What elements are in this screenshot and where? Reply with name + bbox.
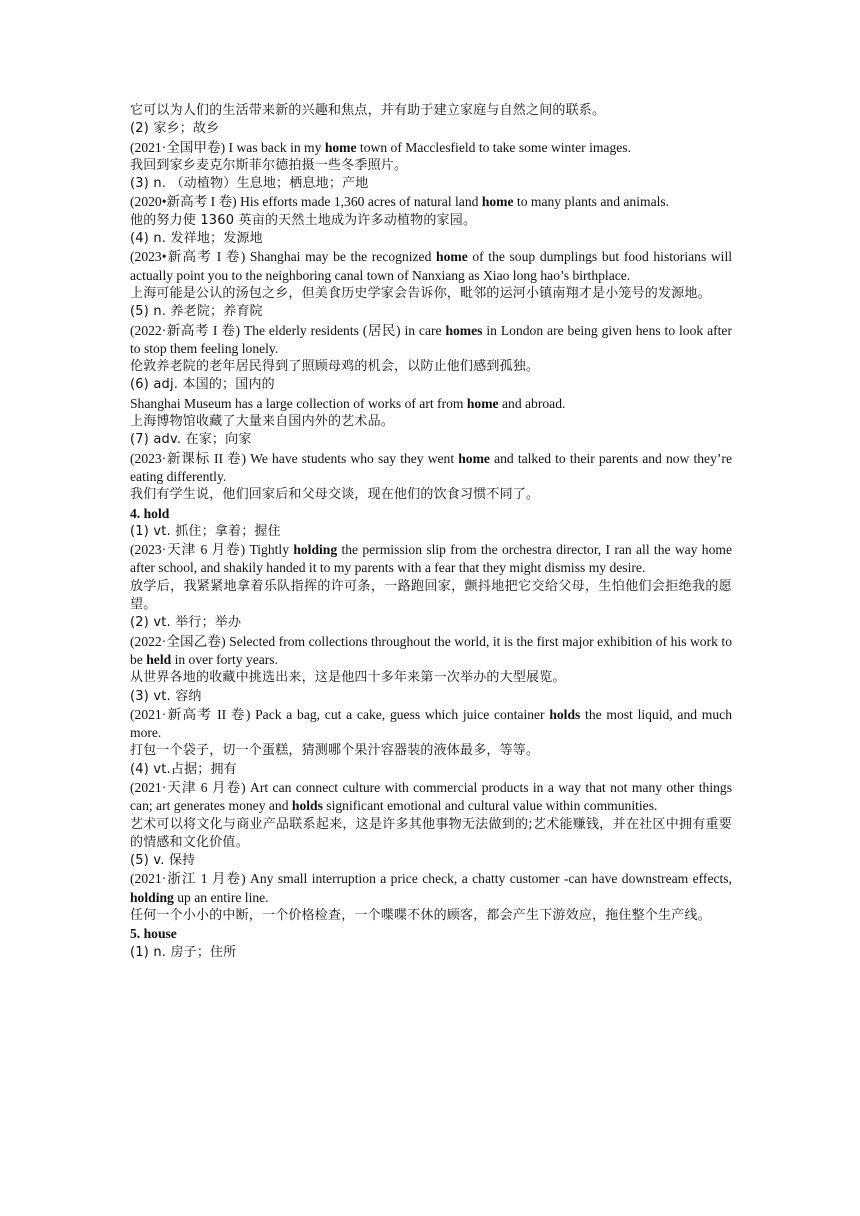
translation-line: 上海可能是公认的汤包之乡，但美食历史学家会告诉你，毗邻的运河小镇南翔才是小笼号的发源地。 [130, 285, 711, 301]
translation-line: 我回到家乡麦克尔斯菲尔德拍摄一些冬季照片。 [130, 157, 408, 173]
example-sentence: Shanghai Museum has a large collection of works of art from home and abroad. [130, 395, 566, 411]
example-sentence: (2022·全国乙卷) Selected from collections throughout the world, it is the first major exhibition of his work to be held in over forty years. [130, 633, 732, 667]
translation-line: 从世界各地的收藏中挑选出来，这是他四十多年来第一次举办的大型展览。 [130, 670, 566, 686]
sense-heading: (1) vt. 抓住；拿着；握住 [130, 523, 281, 539]
example-sentence: (2022·新高考 I 卷) The elderly residents (居民) in care homes in London are being given hens to look after to stop them feeling lonely. [130, 322, 732, 356]
translation-line: 它可以为人们的生活带来新的兴趣和焦点，并有助于建立家庭与自然之间的联系。 [130, 103, 606, 118]
entry-heading-house: 5. house [130, 926, 177, 942]
sense-heading: (7) adv. 在家；向家 [130, 432, 252, 448]
translation-line: 上海博物馆收藏了大量来自国内外的艺术品。 [130, 414, 395, 430]
example-sentence: (2023·天津 6 月卷) Tightly holding the permission slip from the orchestra director, I ran all the way home after school, and shakily handed it to my parents with a fear that they might dismiss my desire. [130, 542, 732, 576]
entry-heading-hold: 4. hold [130, 505, 170, 521]
translation-line: 伦敦养老院的老年居民得到了照顾母鸡的机会，以防止他们感到孤独。 [130, 359, 540, 375]
translation-line: 放学后，我紧紧地拿着乐队指挥的许可条，一路跑回家，颤抖地把它交给父母，生怕他们会拒绝我的愿望。 [130, 578, 732, 613]
sense-heading: (2) 家乡；故乡 [130, 121, 220, 137]
document-page [130, 102, 732, 962]
sense-heading: (5) v. 保持 [130, 853, 196, 869]
sense-heading: (4) n. 发祥地；发源地 [130, 231, 263, 247]
sense-heading: (2) vt. 举行；举办 [130, 615, 242, 631]
sense-heading: (3) vt. 容纳 [130, 688, 202, 704]
translation-line: 艺术可以将文化与商业产品联系起来，这是许多其他事物无法做到的;艺术能赚钱，并在社区中拥有重要的情感和文化价值。 [130, 816, 732, 850]
translation-line: 我们有学生说，他们回家后和父母交谈，现在他们的饮食习惯不同了。 [130, 487, 540, 503]
sense-heading: (1) n. 房子；住所 [130, 944, 237, 960]
example-sentence: (2021·新高考 II 卷) Pack a bag, cut a cake, guess which juice container holds the most liquid, and much more. [130, 706, 732, 741]
example-sentence: (2023•新高考 I 卷) Shanghai may be the recognized home of the soup dumplings but food historians will actually point you to the neighboring canal town of Nanxiang as Xiao long hao’s birthplace. [130, 249, 732, 283]
example-sentence: (2021·天津 6 月卷) Art can connect culture with commercial products in a way that not many other things can; art generates money and holds significant emotional and cultural value within communities. [130, 779, 732, 814]
translation-line: 任何一个小小的中断，一个价格检查，一个喋喋不休的顾客，都会产生下游效应，拖住整个生产线。 [130, 908, 711, 924]
translation-line: 他的努力使 1360 英亩的天然土地成为许多动植物的家园。 [130, 212, 477, 228]
translation-line: 打包一个袋子，切一个蛋糕，猜测哪个果汁容器装的液体最多，等等。 [130, 743, 540, 759]
sense-heading: (3) n. （动植物）生息地；栖息地；产地 [130, 176, 369, 192]
sense-heading: (5) n. 养老院；养育院 [130, 304, 263, 320]
example-sentence: (2021·全国甲卷) I was back in my home town of Macclesfield to take some winter images. [130, 139, 631, 155]
example-sentence: (2023·新课标 II 卷) We have students who say they went home and talked to their parents and now they’re eating differently. [130, 450, 732, 484]
sense-heading: (6) adj. 本国的；国内的 [130, 377, 275, 393]
example-sentence: (2020•新高考 I 卷) His efforts made 1,360 acres of natural land home to many plants and animals. [130, 194, 670, 210]
sense-heading: (4) vt.占据；拥有 [130, 761, 237, 777]
example-sentence: (2021·浙江 1 月卷) Any small interruption a price check, a chatty customer -can have downstream effects, holding up an entire line. [130, 871, 732, 905]
